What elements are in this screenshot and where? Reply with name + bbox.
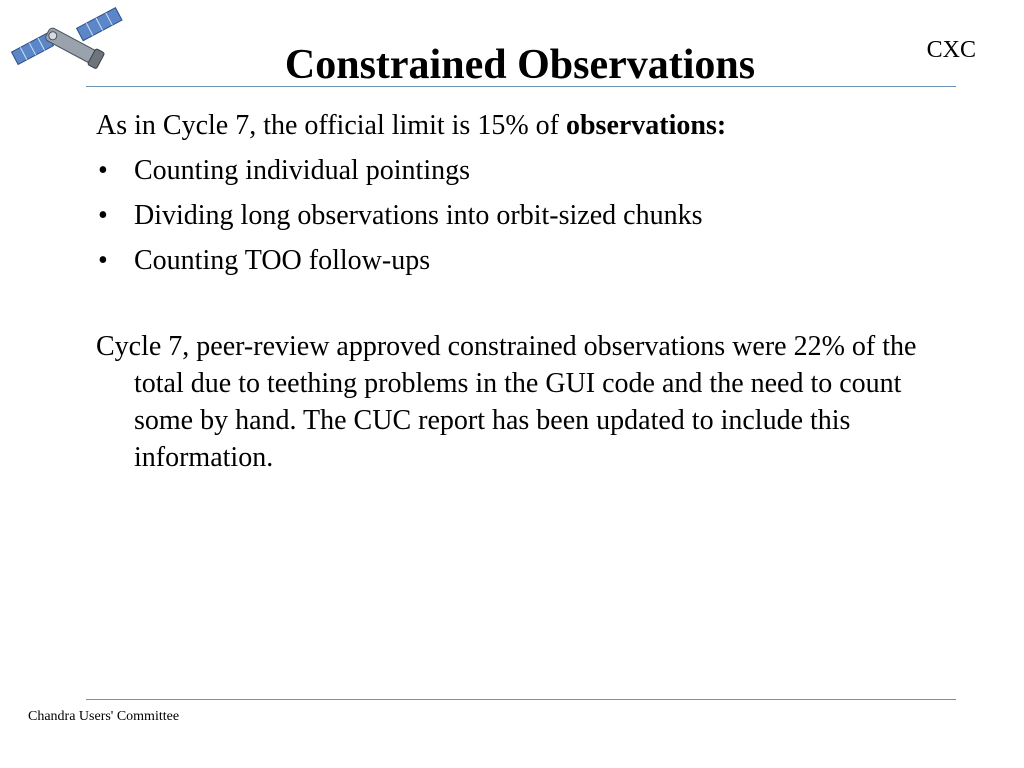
intro-line bbox=[96, 107, 956, 144]
list-item-text: Dividing long observations into orbit-sized chunks bbox=[134, 200, 703, 231]
list-item-text: Counting TOO follow-ups bbox=[134, 245, 431, 276]
list-item bbox=[96, 197, 956, 234]
list-item-text: Counting individual pointings bbox=[134, 155, 471, 186]
slide-body bbox=[96, 107, 956, 476]
summary-paragraph: Cycle 7, peer-review approved constrained observations were 22% of the total due to teething problems in the GUI code and the need to count some by hand. The CUC report has been updated to include this information. bbox=[96, 331, 917, 473]
bullet-list bbox=[96, 152, 956, 279]
list-item bbox=[96, 242, 956, 279]
footer-text: Chandra Users' Committee bbox=[28, 709, 180, 724]
title-divider bbox=[86, 86, 956, 87]
intro-bold-text: observations: bbox=[565, 110, 727, 141]
list-item bbox=[96, 152, 956, 189]
footer-divider bbox=[86, 699, 956, 700]
intro-text: As in Cycle 7, the official limit is 15% of bbox=[96, 110, 566, 141]
bullet-icon: • bbox=[98, 155, 108, 186]
slide-title: Constrained Observations bbox=[284, 42, 756, 88]
org-label: CXC bbox=[926, 37, 976, 63]
bullet-icon: • bbox=[98, 200, 108, 231]
bullet-icon: • bbox=[98, 245, 108, 276]
